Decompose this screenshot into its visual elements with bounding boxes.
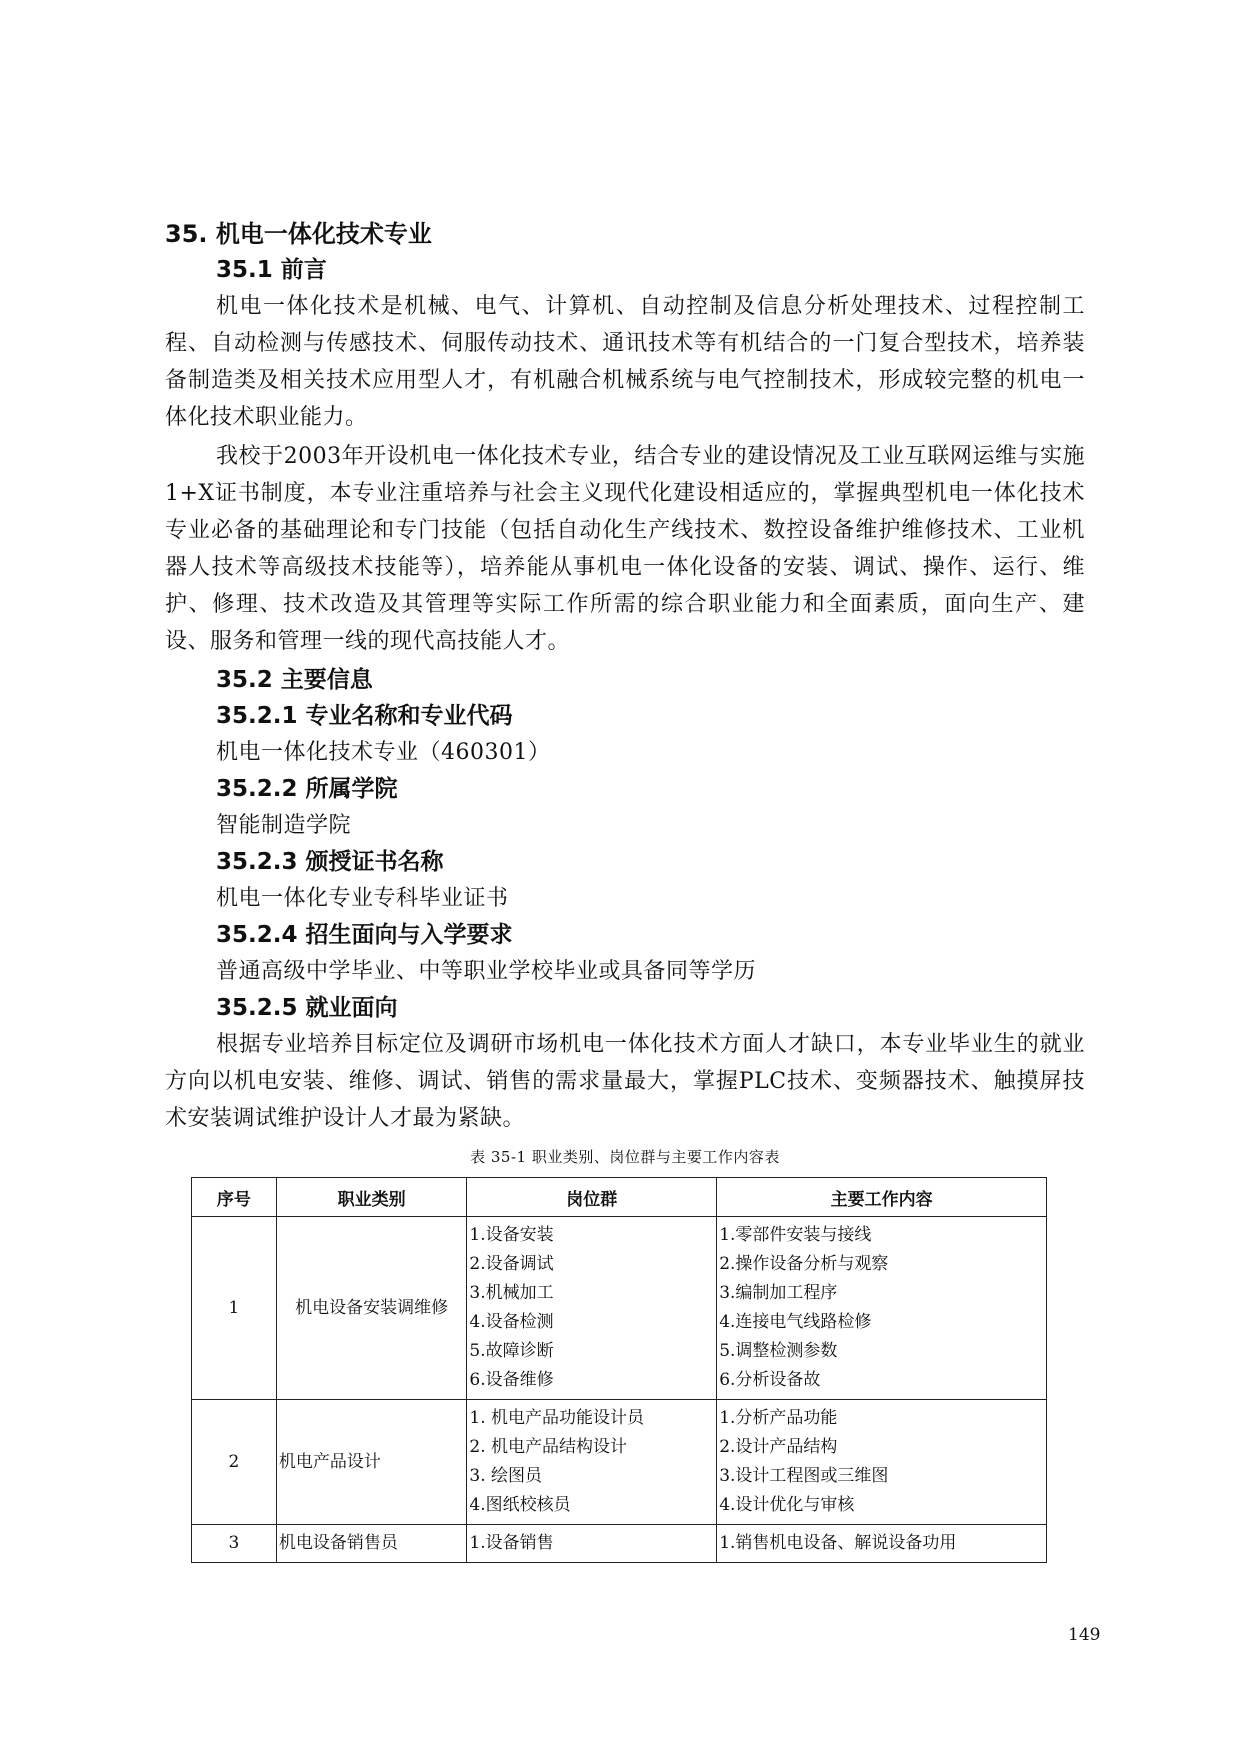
row-posts xyxy=(467,1400,717,1525)
row-posts xyxy=(467,1217,717,1400)
section-heading: 35. 机电一体化技术专业 xyxy=(165,220,432,248)
table-header-row xyxy=(192,1178,1047,1217)
work-item: 4.连接电气线路检修 xyxy=(719,1312,872,1332)
info-text-college: 智能制造学院 xyxy=(216,813,352,838)
subsection-title-main-info: 35.2 主要信息 xyxy=(216,667,373,693)
info-text-employment: 根据专业培养目标定位及调研市场机电一体化技术方面人才缺口，本专业毕业生的就业方向以机电安装、维修、调试、销售的需求量最大，掌握PLC技术、变频器技术、触摸屏技术安装调试维护设计人才最为紧缺。 xyxy=(165,1032,1085,1131)
table-row xyxy=(192,1400,1047,1525)
subsection-title-preface: 35.1 前言 xyxy=(216,257,327,283)
row-number: 3 xyxy=(192,1525,277,1563)
work-item: 2.设计产品结构 xyxy=(719,1437,838,1457)
work-item: 1.分析产品功能 xyxy=(719,1408,838,1428)
work-item: 2.操作设备分析与观察 xyxy=(719,1254,889,1274)
info-title-major-code: 35.2.1 专业名称和专业代码 xyxy=(216,703,513,729)
page-number: 149 xyxy=(1068,1625,1101,1645)
row-work xyxy=(717,1400,1047,1525)
post-item: 2.设备调试 xyxy=(469,1254,554,1274)
preface-paragraph-2: 我校于2003年开设机电一体化技术专业，结合专业的建设情况及工业互联网运维与实施1+X证书制度，本专业注重培养与社会主义现代化建设相适应的，掌握典型机电一体化技术专业必备的基础理论和专门技能（包括自动化生产线技术、数控设备维护维修技术、工业机器人技术等高级技术技能等），培养能从事机电一体化设备的安装、调试、操作、运行、维护、修理、技术改造及其管理等实际工作所需的综合职业能力和全面素质，面向生产、建设、服务和管理一线的现代高技能人才。 xyxy=(165,444,1085,654)
row-category: 机电设备销售员 xyxy=(276,1525,467,1563)
info-text-major-code: 机电一体化技术专业（460301） xyxy=(216,740,551,765)
info-text-admission: 普通高级中学毕业、中等职业学校毕业或具备同等学历 xyxy=(216,959,757,984)
row-posts xyxy=(467,1525,717,1563)
header-no: 序号 xyxy=(192,1178,277,1217)
info-title-admission: 35.2.4 招生面向与入学要求 xyxy=(216,922,513,948)
post-item: 4.图纸校核员 xyxy=(469,1495,571,1515)
post-item: 3.机械加工 xyxy=(469,1283,554,1303)
work-item: 3.设计工程图或三维图 xyxy=(719,1466,889,1486)
header-posts: 岗位群 xyxy=(467,1178,717,1217)
work-item: 6.分析设备故 xyxy=(719,1370,821,1390)
post-item: 1.设备安装 xyxy=(469,1225,554,1245)
row-category: 机电设备安装调维修 xyxy=(276,1217,467,1400)
info-title-college: 35.2.2 所属学院 xyxy=(216,776,398,802)
header-work: 主要工作内容 xyxy=(717,1178,1047,1217)
row-work xyxy=(717,1525,1047,1563)
row-number: 2 xyxy=(192,1400,277,1525)
post-item: 4.设备检测 xyxy=(469,1312,554,1332)
row-work xyxy=(717,1217,1047,1400)
post-item: 6.设备维修 xyxy=(469,1370,554,1390)
table-row xyxy=(192,1217,1047,1400)
occupation-table xyxy=(191,1177,1047,1563)
post-item: 1.设备销售 xyxy=(469,1533,554,1553)
table-caption: 表 35-1 职业类别、岗位群与主要工作内容表 xyxy=(470,1148,780,1166)
work-item: 1.零部件安装与接线 xyxy=(719,1225,872,1245)
info-title-certificate: 35.2.3 颁授证书名称 xyxy=(216,849,444,875)
post-item: 2. 机电产品结构设计 xyxy=(469,1437,628,1457)
post-item: 5.故障诊断 xyxy=(469,1341,554,1361)
post-item: 1. 机电产品功能设计员 xyxy=(469,1408,645,1428)
row-number: 1 xyxy=(192,1217,277,1400)
post-item: 3. 绘图员 xyxy=(469,1466,543,1486)
info-text-certificate: 机电一体化专业专科毕业证书 xyxy=(216,886,509,911)
document-page xyxy=(165,216,1085,1563)
table-row xyxy=(192,1525,1047,1563)
work-item: 4.设计优化与审核 xyxy=(719,1495,855,1515)
work-item: 3.编制加工程序 xyxy=(719,1283,838,1303)
header-category: 职业类别 xyxy=(276,1178,467,1217)
work-item: 5.调整检测参数 xyxy=(719,1341,838,1361)
info-title-employment: 35.2.5 就业面向 xyxy=(216,995,398,1021)
preface-paragraph-1: 机电一体化技术是机械、电气、计算机、自动控制及信息分析处理技术、过程控制工程、自动检测与传感技术、伺服传动技术、通讯技术等有机结合的一门复合型技术，培养装备制造类及相关技术应用型人才，有机融合机械系统与电气控制技术，形成较完整的机电一体化技术职业能力。 xyxy=(165,294,1085,430)
row-category: 机电产品设计 xyxy=(276,1400,467,1525)
work-item: 1.销售机电设备、解说设备功用 xyxy=(719,1533,957,1553)
